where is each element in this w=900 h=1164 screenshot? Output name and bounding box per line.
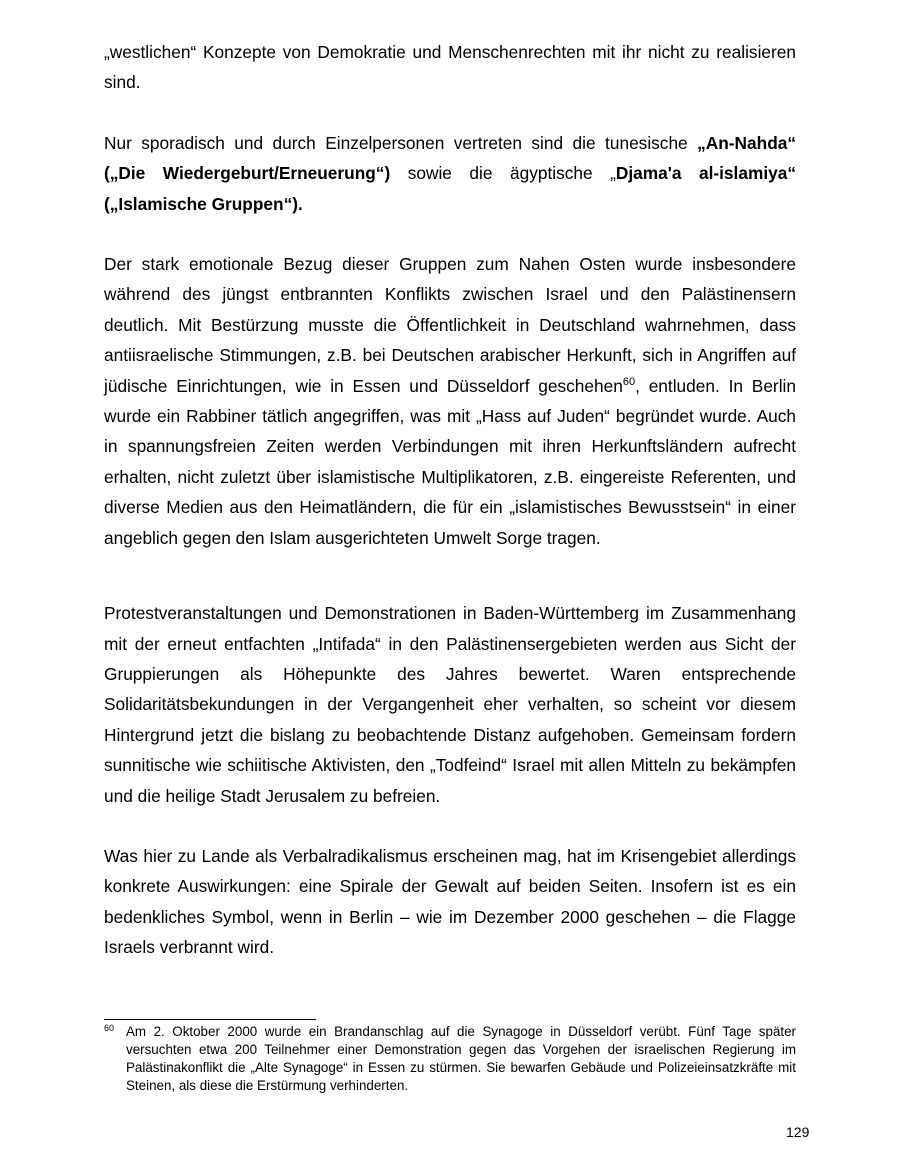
paragraph-3 (104, 249, 796, 553)
paragraph-2-text-b: sowie die ägyptische „ (390, 163, 616, 184)
paragraph-3-text-a: Der stark emotionale Bezug dieser Gruppen zum Nahen Osten wurde insbesondere während des jüngst entbrannten Konflikts zwischen Israel und den Palästinensern deutlich. Mit Bestürzung musste die Öffentlichkeit in Deutschland wahrnehmen, dass antiisraelische Stimmungen, z.B. bei Deutschen arabischer Herkunft, sich in Angriffen auf jüdische Einrichtungen, wie in Essen und Düsseldorf geschehen (104, 254, 796, 396)
paragraph-4: Protestveranstaltungen und Demonstrationen in Baden-Württemberg im Zusammenhang mit der erneut entfachten „Intifada“ in den Palästinensergebieten werden aus Sicht der Gruppierungen als Höhepunkte des Jahres bewertet. Waren entsprechende Solidaritätsbekundungen in der Vergangenheit eher verhalten, so scheint vor diesem Hintergrund jetzt die bislang zu beobachtende Distanz aufgehoben. Gemeinsam fordern sunnitische wie schiitische Aktivisten, den „Todfeind“ Israel mit allen Mitteln zu bekämpfen und die heilige Stadt Jerusalem zu befreien. (104, 603, 796, 806)
footnote-number: 60 (104, 1023, 115, 1033)
footnote-divider (104, 1019, 316, 1020)
footnote (104, 1023, 796, 1095)
djamaa-bold: Djama'a al-islamiya“ („Islamische Gruppen“). (104, 163, 796, 214)
paragraph-2 (104, 128, 796, 219)
footnote-reference[interactable]: 60 (622, 375, 636, 388)
paragraph-3-text-b: , entluden. In Berlin wurde ein Rabbiner tätlich angegriffen, was mit „Hass auf Juden“ begründet wurde. Auch in spannungsfreien Zeiten werden Verbindungen mit ihren Herkunftsländern aufrecht erhalten, nicht zuletzt über islamistische Multiplikatoren, z.B. eingereiste Referenten, und diverse Medien aus den Heimatländern, die für ein „islamistisches Bewusstsein“ in einer angeblich gegen den Islam ausgerichteten Umwelt Sorge tragen. (104, 375, 796, 548)
an-nahda-bold: „An-Nahda“ („Die Wiedergeburt/Erneuerung“) (104, 132, 796, 184)
page-number: 129 (786, 1124, 810, 1140)
paragraph-5: Was hier zu Lande als Verbalradikalismus erscheinen mag, hat im Krisengebiet allerdings konkrete Auswirkungen: eine Spirale der Gewalt auf beiden Seiten. Insofern ist es ein bedenkliches Symbol, wenn in Berlin – wie im Dezember 2000 geschehen – die Flagge Israels verbrannt wird. (104, 845, 796, 958)
footnote-text: Am 2. Oktober 2000 wurde ein Brandanschlag auf die Synagoge in Düsseldorf verübt. Fünf Tage später versuchten etwa 200 Teilnehmer einer Demonstration gegen das Vorgehen der israelischen Regierung im Palästinakonflikt die „Alte Synagoge“ in Essen zu stürmen. Sie bewarfen Gebäude und Polizeieinsatzkräfte mit Steinen, als diese die Erstürmung verhinderten. (126, 1024, 796, 1093)
paragraph-1: „westlichen“ Konzepte von Demokratie und Menschenrechten mit ihr nicht zu realisieren sind. (104, 42, 796, 93)
paragraph-2-text-a: Nur sporadisch und durch Einzelpersonen vertreten sind die tunesische (104, 132, 698, 153)
page-body (104, 37, 796, 963)
